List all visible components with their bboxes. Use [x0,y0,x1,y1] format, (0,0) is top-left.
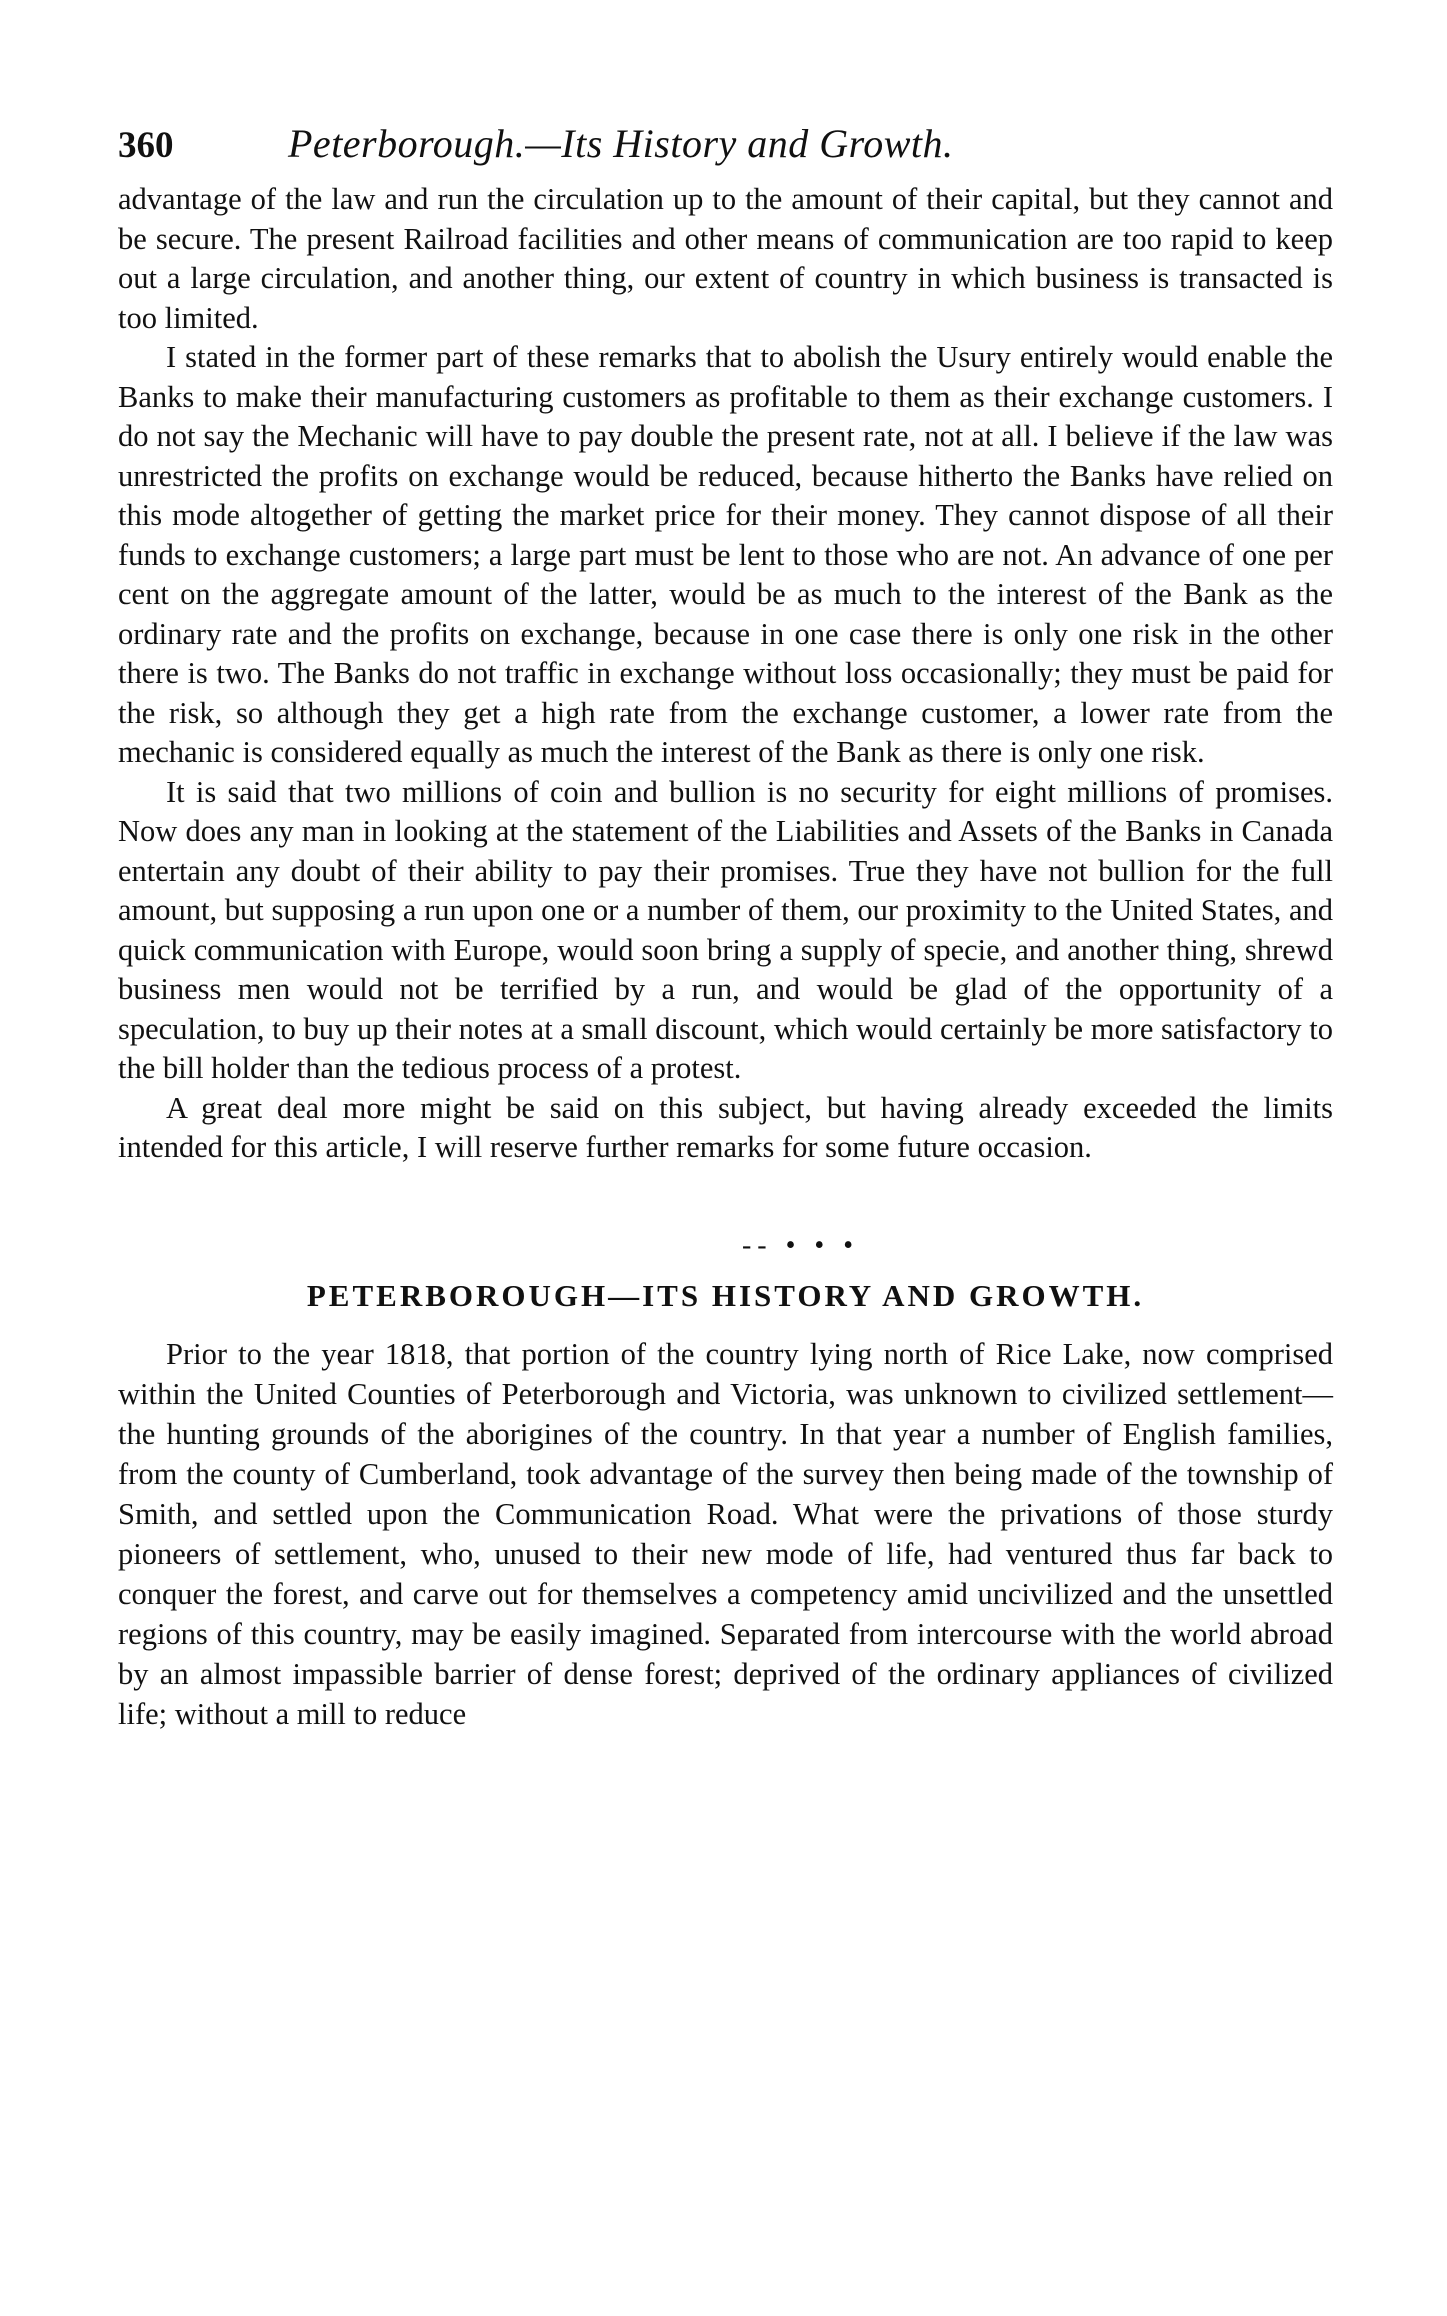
paragraph: A great deal more might be said on this subject, but having already exceeded the limits intended for this article, I will reserve further remarks for some future occasion. [118,1090,1333,1164]
section-heading: PETERBOROUGH—ITS HISTORY AND GROWTH. [306,1277,1145,1313]
article-continuation [118,180,1333,1168]
section-body [118,1334,1333,1734]
paragraph: It is said that two millions of coin and bullion is no security for eight millions of promises. Now does any man in looking at the statement of the Liabilities and Assets of the Banks in Canada entertain any doubt of their ability to pay their promises. True they have not bullion for the full amount, but supposing a run upon one or a number of them, our proximity to the United States, and quick communication with Europe, would soon bring a supply of specie, and another thing, shrewd business men would not be terrified by a run, and would be glad of the opportunity of a speculation, to buy up their notes at a small discount, which would certainly be more satisfactory to the bill holder than the tedious process of a protest. [118,774,1333,1085]
running-title: Peterborough.—Its History and Growth. [288,121,954,166]
paragraph: advantage of the law and run the circulation up to the amount of their capital, but they cannot and be secure. The present Railroad facilities and other means of communication are too rapid to keep out a large circulation, and another thing, our extent of country in which business is transacted is too limited. [118,182,1333,335]
book-page [118,120,1333,1734]
paragraph: Prior to the year 1818, that portion of the country lying north of Rice Lake, now comprised within the United Counties of Peterborough and Victoria, was unknown to civilized settlement—the hunting grounds of the aborigines of the country. In that year a number of English families, from the county of Cumberland, took advantage of the survey then being made of the township of Smith, and settled upon the Communication Road. What were the privations of those sturdy pioneers of settlement, who, unused to their new mode of life, had ventured thus far back to conquer the forest, and carve out for themselves a competency amid uncivilized and the unsettled regions of this country, may be easily imagined. Separated from intercourse with the world abroad by an almost impassible barrier of dense forest; deprived of the ordinary appliances of civilized life; without a mill to reduce [118,1336,1333,1731]
section-ornament: -- • • • [741,1229,860,1261]
page-number: 360 [118,125,174,166]
running-head [118,120,1333,180]
paragraph: I stated in the former part of these remarks that to abolish the Usury entirely would enable the Banks to make their manufacturing customers as profitable to them as their exchange customers. I do not say the Mechanic will have to pay double the present rate, not at all. I believe if the law was unrestricted the profits on exchange would be reduced, because hitherto the Banks have relied on this mode altogether of getting the market price for their money. They cannot dispose of all their funds to exchange customers; a large part must be lent to those who are not. An advance of one per cent on the aggregate amount of the latter, would be as much to the interest of the Bank as the ordinary rate and the profits on exchange, because in one case there is only one risk in the other there is two. The Banks do not traffic in exchange without loss occasionally; they must be paid for the risk, so although they get a high rate from the exchange customer, a lower rate from the mechanic is considered equally as much the interest of the Bank as there is only one risk. [118,340,1333,769]
